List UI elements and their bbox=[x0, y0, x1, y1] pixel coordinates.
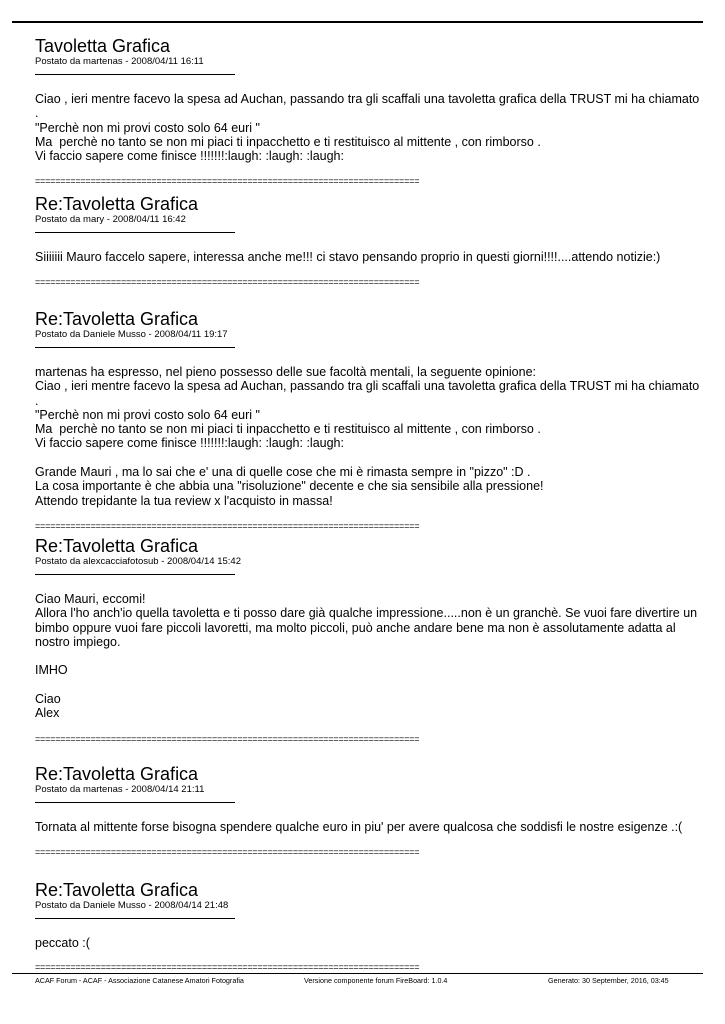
meta-divider bbox=[35, 74, 235, 75]
post-body: Tornata al mittente forse bisogna spendere qualche euro in piu' per avere qualcosa che soddisfi le nostre esigenze .:( bbox=[35, 820, 683, 834]
post-body: martenas ha espresso, nel pieno possesso delle sue facoltà mentali, la seguente opinione: Ciao , ieri mentre facevo la spesa ad Auchan, passando tra gli scaffali una tavoletta grafica della TRUST mi ha chiamato . "Perchè non mi provi costo solo 64 euri " Ma perchè no tanto se non mi piaci ti inpacchetto e ti restituisco al mittente , con rimborso . Vi faccio sapere come finisce !!!!!!!:laugh: :laugh: :laugh: Grande Mauri , ma lo sai che e' una di quelle cose che mi è rimasta sempre in "pizzo" :D . La cosa importante è che abbia una "risoluzione" decente e che sia sensibile alla pressione! Attendo trepidante la tua review x l'acquisto in massa! bbox=[35, 365, 700, 508]
post-title: Re:Tavoletta Grafica bbox=[35, 309, 199, 329]
post-separator: ============================================================================ bbox=[35, 733, 420, 744]
post-separator: ============================================================================ bbox=[35, 277, 420, 288]
footer-site-name: ACAF Forum - ACAF - Associazione Catanese Amatori Fotografia bbox=[35, 976, 244, 985]
post-title: Re:Tavoletta Grafica bbox=[35, 880, 199, 900]
post-meta: Postato da Daniele Musso - 2008/04/14 21:48 bbox=[35, 900, 229, 911]
post-title: Re:Tavoletta Grafica bbox=[35, 536, 199, 556]
top-rule bbox=[12, 21, 703, 23]
post-title: Re:Tavoletta Grafica bbox=[35, 194, 199, 214]
post-meta: Postato da martenas - 2008/04/11 16:11 bbox=[35, 56, 204, 67]
forum-post bbox=[35, 37, 700, 186]
post-meta: Postato da martenas - 2008/04/14 21:11 bbox=[35, 784, 205, 795]
post-meta: Postato da mary - 2008/04/11 16:42 bbox=[35, 214, 186, 225]
footer-rule bbox=[12, 973, 703, 974]
post-meta: Postato da Daniele Musso - 2008/04/11 19:17 bbox=[35, 329, 228, 340]
post-title: Tavoletta Grafica bbox=[35, 36, 171, 56]
post-separator: ============================================================================ bbox=[35, 176, 420, 187]
post-body: Ciao Mauri, eccomi! Allora l'ho anch'io quella tavoletta e ti posso dare già qualche impressione.....non è un granchè. Se vuoi fare divertire un bimbo oppure vuoi fare piccoli lavoretti, ma molto piccoli, può anche andare bene ma non è assolutamente adatta al nostro impiego. IMHO Ciao Alex bbox=[35, 592, 698, 721]
post-body: Siiiiiii Mauro faccelo sapere, interessa anche me!!! ci stavo pensando proprio in questi giorni!!!!....attendo notizie:) bbox=[35, 250, 661, 264]
post-separator: ============================================================================ bbox=[35, 962, 420, 973]
post-separator: ============================================================================ bbox=[35, 847, 420, 858]
meta-divider bbox=[35, 232, 235, 233]
meta-divider bbox=[35, 918, 235, 919]
forum-post bbox=[35, 765, 700, 857]
post-separator: ============================================================================ bbox=[35, 520, 420, 531]
meta-divider bbox=[35, 802, 235, 803]
forum-post bbox=[35, 310, 700, 531]
meta-divider bbox=[35, 574, 235, 575]
post-body: Ciao , ieri mentre facevo la spesa ad Auchan, passando tra gli scaffali una tavoletta grafica della TRUST mi ha chiamato . "Perchè non mi provi costo solo 64 euri " Ma perchè no tanto se non mi piaci ti inpacchetto e ti restituisco al mittente , con rimborso . Vi faccio sapere come finisce !!!!!!!:laugh: :laugh: :laugh: bbox=[35, 92, 700, 164]
meta-divider bbox=[35, 347, 235, 348]
forum-post bbox=[35, 881, 700, 972]
post-body: peccato :( bbox=[35, 936, 90, 950]
forum-post bbox=[35, 195, 700, 287]
post-meta: Postato da alexcacciafotosub - 2008/04/14 15:42 bbox=[35, 556, 241, 567]
footer-version: Versione componente forum FireBoard: 1.0.4 bbox=[304, 976, 448, 985]
post-title: Re:Tavoletta Grafica bbox=[35, 764, 199, 784]
forum-post bbox=[35, 537, 700, 744]
footer-generated-date: Generato: 30 September, 2016, 03:45 bbox=[548, 976, 669, 985]
